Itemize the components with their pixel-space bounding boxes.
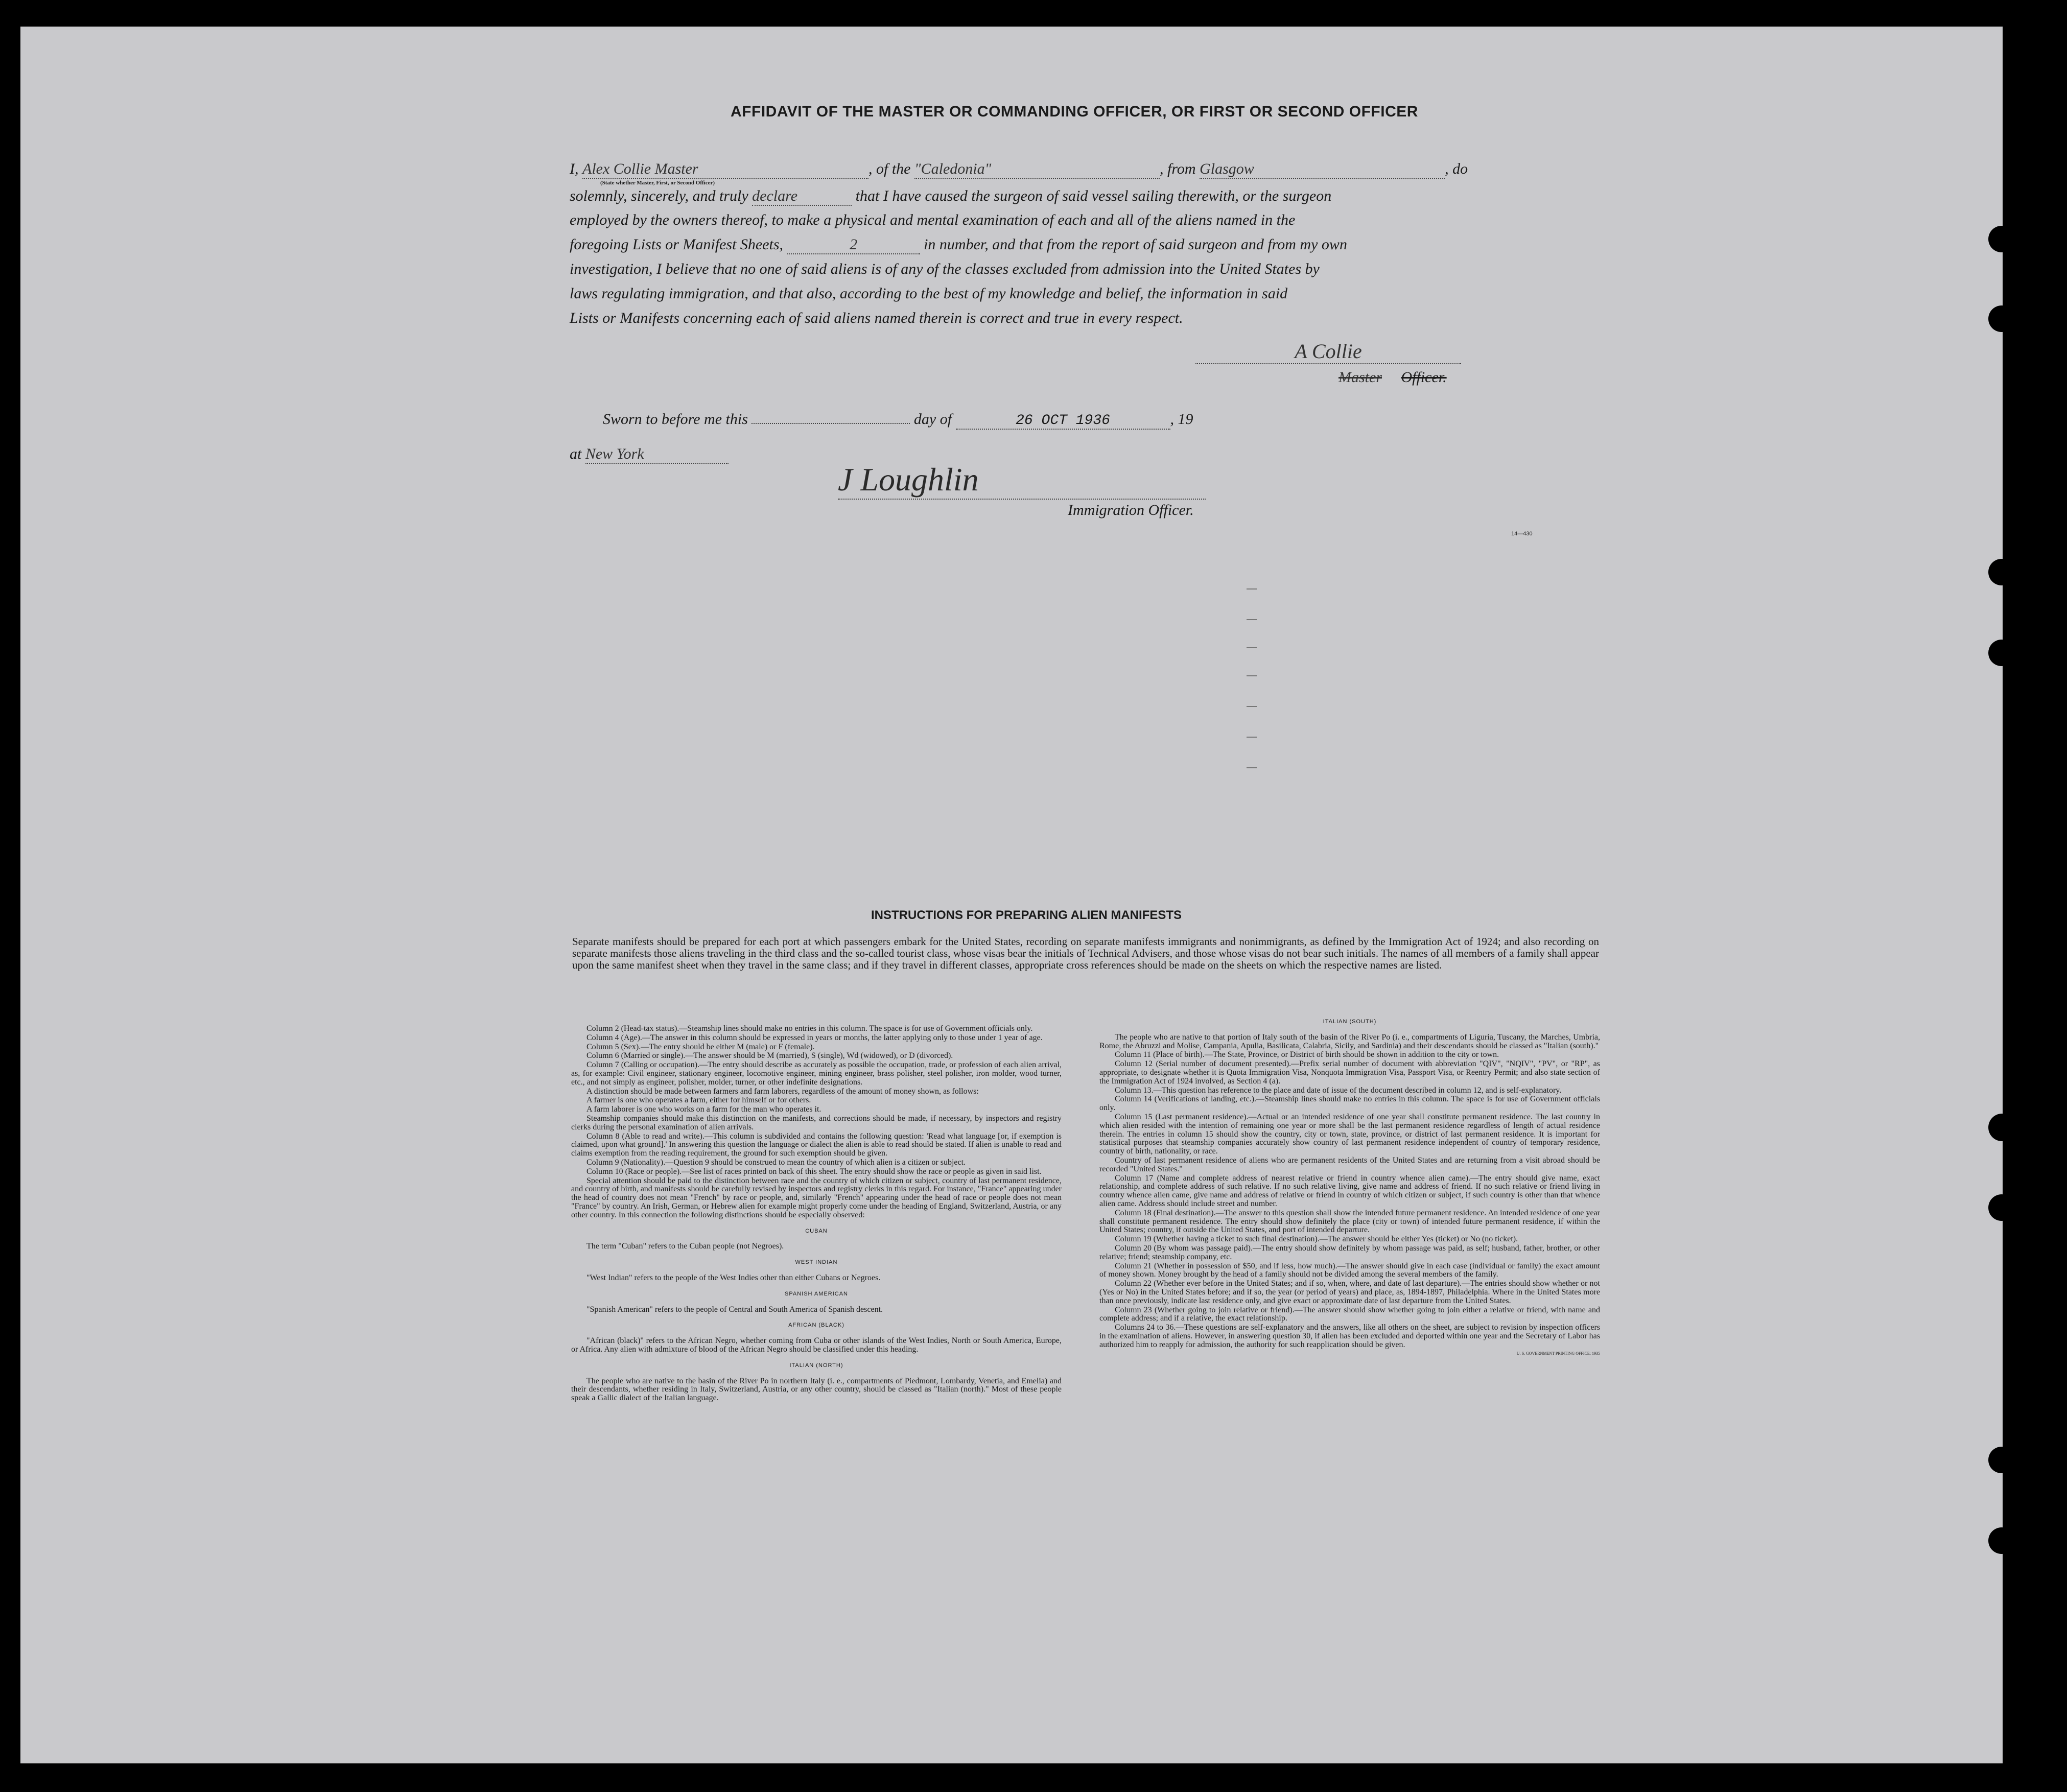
instr-paragraph: A farm laborer is one who works on a farm for the man who operates it. <box>586 1105 821 1114</box>
instr-paragraph: Column 8 (Able to read and write).—This column is subdivided and contains the following question: 'Read what language [or, if exemption is claimed, upon what ground].' In answering this question the language or dialect the alien is able to read should be stated. If alien is unable to read and claims exemption from the reading requirement, the ground for such exemption should be given. <box>571 1131 1062 1158</box>
punch-hole <box>1988 1447 2015 1473</box>
instructions-left-column <box>571 1025 1062 1403</box>
instr-paragraph: Country of last permanent residence of aliens who are permanent residents of the United States and are returning from a visit abroad should be recorded "United States." <box>1099 1156 1600 1173</box>
instr-paragraph: Column 12 (Serial number of document presented).—Prefix serial number of document with abbreviation "QIV", "NQIV", "PV", or "RP", as appropriate, to designate whether it is Quota Immigration Visa, Nonquota Immigration Visa, Passport Visa, or Reentry Permit; and also state section of the Immigration Act of 1924 involved, as Section 4 (a). <box>1099 1059 1600 1086</box>
instr-paragraph: Column 15 (Last permanent residence).—Actual or an intended residence of one year shall constitute permanent residence. The last country in which alien resided with the intention of remaining one year or more shall be the last permanent residence regardless of length of actual residence therein. The entries in column 15 should show the country, city or town, state, province, or district of last permanent residence. It is important for statistical purposes that steamship companies accurately show country of last permanent residence independent of country of temporary residence, country of birth, nationality, or race. <box>1099 1112 1600 1156</box>
italian-north-text: The people who are native to the basin of the River Po in northern Italy (i. e., compartments of Piedmont, Lombardy, Venetia, and Emelia) and their descendants, whether residing in Italy, Switzerland, Austria, or any other country, should be classed as "Italian (north)." Most of these people speak a Gallic dialect of the Italian language. <box>571 1376 1062 1403</box>
printing-office-note: U. S. GOVERNMENT PRINTING OFFICE: 1935 <box>1516 1351 1600 1356</box>
african-text: "African (black)" refers to the African Negro, whether coming from Cuba or other islands of the West Indies, North or South America, Europe, or Africa. Any alien with admixture of blood of the African Negro should be classified under this heading. <box>571 1336 1062 1354</box>
punch-hole <box>1988 226 2015 252</box>
place-line: at New York <box>570 445 729 464</box>
port-field: Glasgow <box>1200 160 1445 179</box>
instr-paragraph: Column 21 (Whether in possession of $50, and if less, how much).—The answer should give in each case (individual or family) the exact amount of money shown. Money brought by the head of a family should not be divided among the several members of the family. <box>1099 1261 1600 1279</box>
instr-paragraph: Column 11 (Place of birth).—The State, Province, or District of birth should be shown in addition to the city or town. <box>1115 1050 1499 1059</box>
italian-south-heading: ITALIAN (SOUTH) <box>1323 1019 1377 1025</box>
sheet-count-field: 2 <box>787 236 920 254</box>
italian-north-heading: ITALIAN (NORTH) <box>789 1362 843 1369</box>
instr-paragraph: Special attention should be paid to the distinction between race and the country of which citizen or subject, country of last permanent residence, and country of birth, and manifests should be carefully revised by inspectors and registry clerks in this regard. For instance, "France" appearing under the head of country does not mean "French" by race or people, and, similarly "French" appearing under the head of race or people does not mean "France" by country. An Irish, German, or Hebrew alien for example might properly come under the heading of England, Switzerland, Austria, or any other country. In this connection the following distinctions should be especially observed: <box>571 1176 1062 1219</box>
affidavit-line-7: Lists or Manifests concerning each of said aliens named therein is correct and true in every respect. <box>570 310 1183 326</box>
instr-paragraph: Columns 24 to 36.—These questions are self-explanatory and the answers, like all others on the sheet, are subject to revision by inspection officers in the examination of aliens. However, in answering question 30, if alien has been excluded and deported within one year and the Secretary of Labor has authorized him to reapply for admission, the authority for such reapplication should be given. <box>1099 1323 1600 1349</box>
instr-paragraph: Column 5 (Sex).—The entry should be either M (male) or F (female). <box>586 1042 815 1051</box>
affidavit-line-2: solemnly, sincerely, and truly declare that I have caused the surgeon of said vessel sailing therewith, or the surgeon <box>570 187 1331 206</box>
west-indian-text: "West Indian" refers to the people of the West Indies other than either Cubans or Negroes. <box>586 1273 881 1282</box>
affidavit-line-5: investigation, I believe that no one of said aliens is of any of the classes excluded from admission into the United States by <box>570 261 1320 277</box>
declare-field: declare <box>752 187 852 206</box>
instr-paragraph: Steamship companies should make this distinction on the manifests, and corrections should be made, if necessary, by inspectors and registry clerks during the personal examination of alien arrivals. <box>571 1114 1062 1131</box>
cuban-text: The term "Cuban" refers to the Cuban people (not Negroes). <box>586 1242 784 1251</box>
instr-paragraph: Column 10 (Race or people).—See list of races printed on back of this sheet. The entry should show the race or people as given in said list. <box>586 1167 1042 1176</box>
officer-rank-note: (State whether Master, First, or Second Officer) <box>600 180 715 186</box>
manifest-page <box>20 27 2003 1763</box>
master-signature: A Collie <box>1195 339 1461 364</box>
officer-title: Officer. <box>1401 369 1447 386</box>
instructions-intro: Separate manifests should be prepared for each port at which passengers embark for the United States, recording on separate manifests immigrants and nonimmigrants, as defined by the Immigration Act of 1924; and also recording on separate manifests those aliens traveling in the third class and the so-called tourist class, whose visas bear the initials of Technical Advisers, and those whose visas do not bear such initials. The names of all members of a family shall appear upon the same manifest sheet when they travel in the same class; and if they travel in different classes, appropriate cross references should be made on the sheets on which the respective names are listed. <box>572 935 1599 971</box>
vessel-name-field: "Caledonia" <box>914 160 1160 179</box>
instr-paragraph: Column 2 (Head-tax status).—Steamship lines should make no entries in this column. The space is for use of Government officials only. <box>586 1024 1033 1033</box>
affidavit-title: AFFIDAVIT OF THE MASTER OR COMMANDING OFFICER, OR FIRST OR SECOND OFFICER <box>731 103 1418 120</box>
punch-hole <box>1988 1527 2015 1554</box>
african-heading: AFRICAN (BLACK) <box>788 1322 844 1329</box>
place-field: New York <box>585 445 729 464</box>
affidavit-line-4: foregoing Lists or Manifest Sheets, 2 in number, and that from the report of said surgeon and from my own <box>570 236 1347 254</box>
date-stamp: 26 OCT 1936 <box>956 413 1170 430</box>
spanish-american-text: "Spanish American" refers to the people of Central and South America of Spanish descent. <box>586 1305 883 1314</box>
instr-paragraph: Column 18 (Final destination).—The answer to this question shall show the intended future permanent residence. An intended residence of one year shall constitute permanent residence. The entry should show definitely the place (city or town) of intended future permanent residence, if within the United States; country, if outside the United States, and port of intended departure. <box>1099 1208 1600 1235</box>
instr-paragraph: Column 4 (Age).—The answer in this column should be expressed in years or months, the latter applying only to those under 1 year of age. <box>586 1033 1043 1042</box>
instr-paragraph: Column 17 (Name and complete address of nearest relative or friend in country whence alien came).—The entry should give name, exact relationship, and complete address of such relative. If no such relative living, give name and address of friend. If no such relative or friend living in country whence alien came, give name and address of relative or friend in country of which citizen or subject, if such country is other than that whence alien came. Address should include street and number. <box>1099 1173 1600 1208</box>
affidavit-line-1: I, Alex Collie Master , of the "Caledonia" , from Glasgow , do <box>570 160 1468 179</box>
instr-paragraph: A farmer is one who operates a farm, either for himself or for others. <box>586 1096 811 1105</box>
instr-paragraph: The people who are native to that portion of Italy south of the basin of the River Po (i. e., compartments of Liguria, Tuscany, the Marches, Umbria, Rome, the Abruzzi and Molise, Campania, Apulia, Basilicata, Calabria, Sicily, and Sardinia) and their descendants should be classed as "Italian (south)." <box>1099 1032 1600 1050</box>
master-name-field: Alex Collie Master <box>582 160 868 179</box>
instr-paragraph: A distinction should be made between farmers and farm laborers, regardless of the amount of money shown, as follows: <box>586 1087 979 1096</box>
master-title: Master <box>1338 369 1382 386</box>
sworn-line: Sworn to before me this day of 26 OCT 1936 , 19 <box>603 411 1193 429</box>
signature-title <box>1338 369 1447 386</box>
immigration-officer-label: Immigration Officer. <box>1068 502 1194 518</box>
spanish-american-heading: SPANISH AMERICAN <box>785 1290 848 1297</box>
instructions-right-column <box>1099 1018 1600 1359</box>
instr-paragraph: Column 9 (Nationality).—Question 9 should be construed to mean the country of which alien is a citizen or subject. <box>586 1158 966 1167</box>
instr-paragraph: Column 20 (By whom was passage paid).—The entry should show definitely by whom passage was paid, as self; husband, father, brother, or other relative; friend; steamship company, etc. <box>1099 1243 1600 1261</box>
punch-hole <box>1988 305 2015 332</box>
instr-paragraph: Column 14 (Verifications of landing, etc.).—Steamship lines should make no entries in this column. The space is for use of Government officials only. <box>1099 1095 1600 1113</box>
instructions-title: INSTRUCTIONS FOR PREPARING ALIEN MANIFESTS <box>871 908 1182 922</box>
instr-paragraph: Column 13.—This question has reference to the place and date of issue of the document described in column 12, and is self-explanatory. <box>1115 1086 1562 1095</box>
instr-paragraph: Column 22 (Whether ever before in the United States; and if so, when, where, and date of last departure).—The entries should show whether or not (Yes or No) in the United States before; and if so, the year (or period of years) and place, as, 1894-1897, Philadelphia. Where in the United States more than once previously, indicate last residence only, and give exact or approximate date of last departure from the United States. <box>1099 1279 1600 1305</box>
instr-paragraph: Column 7 (Calling or occupation).—The entry should describe as accurately as possible the occupation, trade, or profession of each alien arrival, as, for example: Civil engineer, stationary engineer, locomotive engineer, mining engineer, brass polisher, steel polisher, iron molder, wood turner, etc., and not simply as engineer, polisher, molder, turner, or other indefinite designations. <box>571 1060 1062 1087</box>
instr-paragraph: Column 6 (Married or single).—The answer should be M (married), S (single), Wd (widowed), or D (divorced). <box>586 1051 953 1060</box>
punch-hole <box>1988 1114 2016 1141</box>
punch-hole <box>1988 640 2015 666</box>
west-indian-heading: WEST INDIAN <box>795 1259 838 1266</box>
cuban-heading: CUBAN <box>805 1228 828 1234</box>
affidavit-line-6: laws regulating immigration, and that also, according to the best of my knowledge and belief, the information in said <box>570 285 1288 302</box>
instr-paragraph: Column 23 (Whether going to join relative or friend).—The answer should show whether going to join either a relative or friend, with name and complete address; and if a relative, the exact relationship. <box>1099 1305 1600 1323</box>
punch-hole <box>1988 1194 2015 1221</box>
form-number: 14—430 <box>1511 531 1533 537</box>
punch-hole <box>1988 559 2015 585</box>
affidavit-line-3: employed by the owners thereof, to make a physical and mental examination of each and all of the aliens named in the <box>570 211 1296 228</box>
immigration-officer-signature: J Loughlin <box>838 461 1206 500</box>
instr-paragraph: Column 19 (Whether having a ticket to such final destination).—The answer should be either Yes (ticket) or No (no ticket). <box>1115 1235 1518 1244</box>
